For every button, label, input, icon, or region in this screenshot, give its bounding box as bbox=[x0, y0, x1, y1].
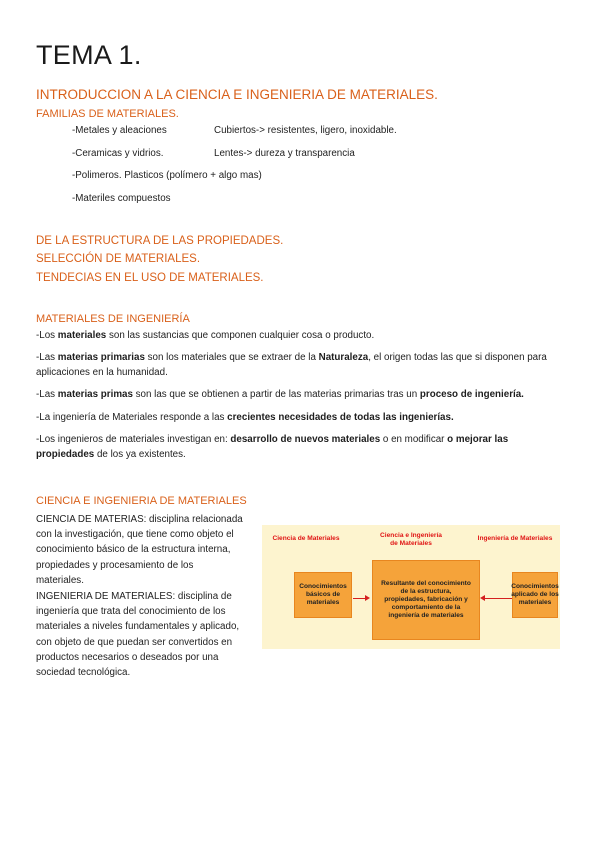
text-run: -Los bbox=[36, 330, 58, 341]
text-line: conocimiento básico de la estructura interna, bbox=[36, 544, 231, 556]
text-run-bold: crecientes necesidades de todas las ingenierías. bbox=[227, 412, 454, 423]
text-run: son las sustancias que componen cualquier cosa o producto. bbox=[106, 330, 375, 341]
text-line: propiedades y procesamiento de los bbox=[36, 559, 194, 571]
text-run-bold: Naturaleza bbox=[318, 352, 369, 363]
family-item: -Polimeros. Plasticos (polímero + algo mas) bbox=[72, 170, 262, 181]
text-run-bold: materias primas bbox=[57, 389, 133, 400]
text-run: son los materiales que se extraer de la bbox=[144, 352, 319, 363]
text-line: INGENIERIA DE MATERIALES: disciplina de bbox=[36, 591, 232, 602]
family-item: -Ceramicas y vidrios. bbox=[72, 148, 164, 159]
intro-heading: INTRODUCCION A LA CIENCIA E INGENIERIA DE MATERIALES. bbox=[36, 87, 438, 102]
materials-diagram bbox=[262, 525, 560, 649]
text-run-bold: o mejorar las bbox=[447, 434, 509, 445]
page-title: TEMA 1. bbox=[36, 40, 142, 70]
materiales-heading: MATERIALES DE INGENIERÍA bbox=[36, 313, 190, 325]
text-run: -Los ingenieros de materiales investigan en: bbox=[36, 434, 231, 445]
arrow-right-icon bbox=[365, 595, 370, 601]
text-run-bold: proceso de ingeniería. bbox=[419, 389, 524, 400]
text-run-bold: materias primarias bbox=[57, 352, 145, 363]
families-heading: FAMILIAS DE MATERIALES. bbox=[36, 108, 179, 120]
text-line: productos necesarios o deseados por una bbox=[36, 651, 219, 663]
text-line: materiales a niveles fundamentales y aplicado, bbox=[36, 621, 240, 633]
arrow-left-line bbox=[485, 598, 512, 599]
text-run: o en modificar bbox=[380, 434, 448, 445]
diagram-label-ciencia-ingenieria bbox=[366, 532, 456, 548]
diagram-label-ingenieria: Ingeniería de Materiales bbox=[477, 535, 553, 542]
paragraph bbox=[36, 434, 508, 445]
text-line: con la investigación, que tiene como objeto el bbox=[36, 529, 234, 541]
text-line: materiales. bbox=[36, 574, 84, 586]
family-item: -Materiles compuestos bbox=[72, 193, 171, 204]
paragraph bbox=[36, 389, 524, 400]
ingenieria-definition bbox=[36, 589, 239, 680]
paragraph bbox=[36, 412, 454, 423]
text-run-bold: materiales bbox=[57, 330, 107, 341]
text-run-bold: propiedades bbox=[36, 449, 95, 460]
diagram-box-result: Resultante del conocimiento de la estructura, propiedades, fabricación y comportamiento de la ingeniería de materiales bbox=[372, 560, 480, 640]
diagram-box-basic: Conocimientos básicos de materiales bbox=[294, 572, 352, 618]
text-run: son las que se obtienen a partir de las materias primarias tras un bbox=[132, 389, 420, 400]
text-line: ingeniería que trata del conocimiento de los bbox=[36, 606, 226, 618]
ciencia-definition bbox=[36, 512, 243, 588]
text-run: -Las bbox=[36, 352, 58, 363]
text-run: -Las bbox=[36, 389, 58, 400]
ciencia-heading: CIENCIA E INGENIERIA DE MATERIALES bbox=[36, 495, 247, 507]
text-run: , el origen todas las que si disponen para bbox=[368, 352, 547, 363]
text-line: con objeto de que puedan ser convertidos en bbox=[36, 636, 233, 648]
text-line: CIENCIA DE MATERIAS: disciplina relacionada bbox=[36, 514, 243, 525]
paragraph-continuation bbox=[36, 449, 186, 460]
text-run: -La ingeniería de Materiales responde a las bbox=[36, 412, 228, 423]
section-heading: SELECCIÓN DE MATERIALES. bbox=[36, 253, 201, 265]
diagram-label-line: de Materiales bbox=[390, 540, 432, 547]
diagram-box-applied: Conocimientos aplicado de los materiales bbox=[512, 572, 558, 618]
paragraph bbox=[36, 330, 374, 341]
paragraph bbox=[36, 352, 547, 363]
diagram-label-ciencia: Ciencia de Materiales bbox=[272, 535, 340, 542]
family-example: Lentes-> dureza y transparencia bbox=[214, 148, 355, 159]
family-example: Cubiertos-> resistentes, ligero, inoxidable. bbox=[214, 125, 397, 136]
family-item: -Metales y aleaciones bbox=[72, 125, 167, 136]
diagram-label-line: Ciencia e Ingeniería bbox=[380, 532, 442, 539]
section-heading: DE LA ESTRUCTURA DE LAS PROPIEDADES. bbox=[36, 235, 284, 247]
text-run: de los ya existentes. bbox=[94, 449, 186, 460]
section-heading: TENDECIAS EN EL USO DE MATERIALES. bbox=[36, 272, 264, 284]
paragraph-continuation: aplicaciones en la humanidad. bbox=[36, 367, 168, 378]
text-line: sociedad tecnológica. bbox=[36, 667, 131, 679]
text-run-bold: desarrollo de nuevos materiales bbox=[230, 434, 381, 445]
arrow-left-icon bbox=[480, 595, 485, 601]
